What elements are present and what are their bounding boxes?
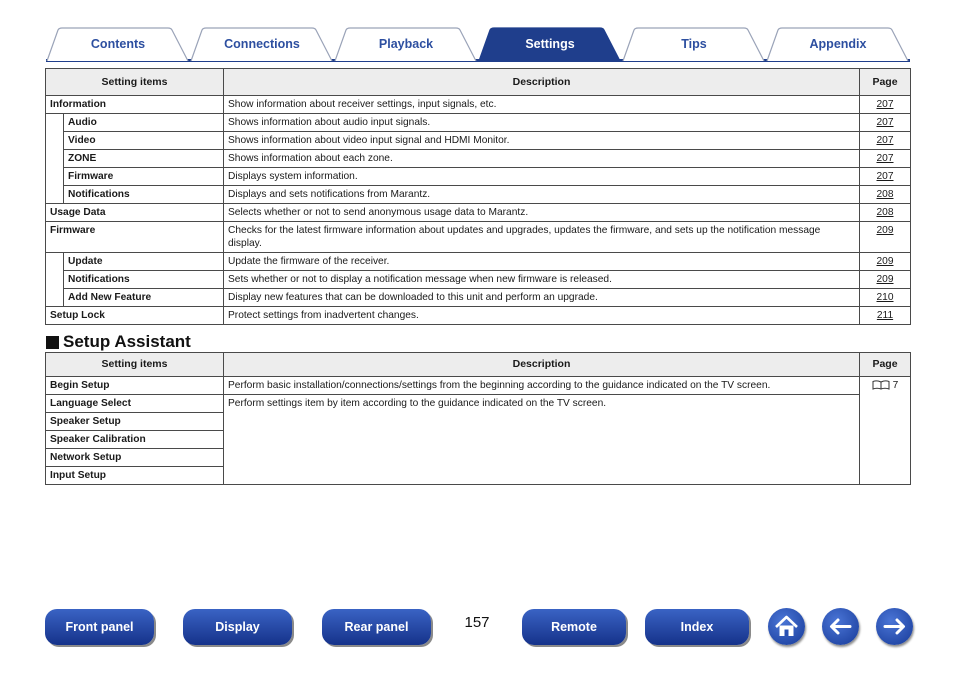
setting-description: Selects whether or not to send anonymous usage data to Marantz. — [224, 204, 860, 222]
tab-label: Playback — [378, 37, 434, 51]
tab-settings[interactable] — [478, 27, 622, 61]
page-link[interactable] — [860, 150, 911, 168]
setting-item: ZONE — [64, 150, 224, 168]
setting-item: Firmware — [64, 168, 224, 186]
setting-item: Language Select — [46, 395, 224, 413]
table-row — [46, 395, 911, 413]
forward-arrow-icon — [876, 608, 913, 645]
table-row — [46, 114, 911, 132]
setting-description: Shows information about video input signal and HDMI Monitor. — [224, 132, 860, 150]
tab-contents[interactable] — [46, 27, 190, 61]
page-link[interactable] — [860, 114, 911, 132]
table-row — [46, 204, 911, 222]
setting-description: Displays system information. — [224, 168, 860, 186]
page-link-text[interactable]: 207 — [876, 99, 894, 110]
table-row — [46, 222, 911, 253]
setting-item: Notifications — [64, 271, 224, 289]
page-link-text[interactable]: 209 — [876, 225, 894, 236]
nav-button-index[interactable]: Index — [645, 609, 749, 645]
page-link[interactable] — [860, 96, 911, 114]
tab-label: Contents — [90, 37, 146, 51]
setting-item: Usage Data — [46, 204, 224, 222]
setting-item: Setup Lock — [46, 307, 224, 325]
tab-bar — [46, 27, 910, 63]
indent-cell — [46, 271, 64, 289]
indent-cell — [46, 114, 64, 132]
page-reference[interactable] — [860, 377, 911, 485]
column-header-items: Setting items — [46, 69, 224, 96]
section-heading-setup-assistant: Setup Assistant — [46, 331, 191, 353]
page-link[interactable] — [860, 132, 911, 150]
setting-item: Information — [46, 96, 224, 114]
home-icon — [768, 608, 805, 645]
table-row — [46, 253, 911, 271]
page-ref-number[interactable]: 7 — [892, 380, 899, 391]
table-row — [46, 168, 911, 186]
forward-button[interactable] — [876, 608, 913, 645]
setting-item: Notifications — [64, 186, 224, 204]
tab-appendix[interactable] — [766, 27, 910, 61]
indent-cell — [46, 150, 64, 168]
setting-item: Begin Setup — [46, 377, 224, 395]
tab-connections[interactable] — [190, 27, 334, 61]
tab-label: Connections — [224, 37, 300, 51]
page-link[interactable] — [860, 222, 911, 253]
settings-table — [45, 68, 911, 325]
page-link[interactable] — [860, 186, 911, 204]
page-link[interactable] — [860, 204, 911, 222]
setting-item: Video — [64, 132, 224, 150]
setting-item: Audio — [64, 114, 224, 132]
table-row — [46, 150, 911, 168]
table-row — [46, 377, 911, 395]
back-button[interactable] — [822, 608, 859, 645]
page-link-text[interactable]: 208 — [876, 189, 894, 200]
setting-item: Speaker Calibration — [46, 431, 224, 449]
page-link-text[interactable]: 207 — [876, 117, 894, 128]
setting-description: Display new features that can be downloaded to this unit and perform an upgrade. — [224, 289, 860, 307]
page-number: 157 — [464, 614, 490, 631]
setting-item: Firmware — [46, 222, 224, 253]
setting-description: Sets whether or not to display a notification message when new firmware is released. — [224, 271, 860, 289]
table-row — [46, 307, 911, 325]
page-link-text[interactable]: 209 — [876, 256, 894, 267]
indent-cell — [46, 253, 64, 271]
book-icon — [872, 380, 890, 390]
page-link[interactable] — [860, 289, 911, 307]
page-link-text[interactable]: 207 — [876, 135, 894, 146]
setting-description: Checks for the latest firmware information about updates and upgrades, updates the firmware, and sets up the notification message display. — [224, 222, 860, 253]
table-row — [46, 289, 911, 307]
nav-button-remote[interactable]: Remote — [522, 609, 626, 645]
column-header-items: Setting items — [46, 353, 224, 377]
page-link[interactable] — [860, 253, 911, 271]
table-row — [46, 96, 911, 114]
tab-label: Settings — [525, 37, 575, 51]
page-link-text[interactable]: 207 — [876, 171, 894, 182]
tab-label: Tips — [681, 37, 707, 51]
indent-cell — [46, 168, 64, 186]
column-header-description: Description — [224, 69, 860, 96]
setting-description: Shows information about audio input signals. — [224, 114, 860, 132]
square-bullet-icon — [46, 336, 59, 349]
nav-button-rear-panel[interactable]: Rear panel — [322, 609, 431, 645]
setting-description: Perform basic installation/connections/settings from the beginning according to the guidance indicated on the TV screen. — [224, 377, 860, 395]
nav-button-display[interactable]: Display — [183, 609, 292, 645]
setting-description: Perform settings item by item according to the guidance indicated on the TV screen. — [224, 395, 860, 485]
page-link-text[interactable]: 211 — [876, 310, 894, 321]
page-link-text[interactable]: 207 — [876, 153, 894, 164]
setting-item: Add New Feature — [64, 289, 224, 307]
tab-playback[interactable] — [334, 27, 478, 61]
table-row — [46, 132, 911, 150]
column-header-page: Page — [860, 69, 911, 96]
page-link-text[interactable]: 209 — [876, 274, 894, 285]
setting-description: Show information about receiver settings, input signals, etc. — [224, 96, 860, 114]
setting-item: Network Setup — [46, 449, 224, 467]
tab-label: Appendix — [809, 37, 867, 51]
home-button[interactable] — [768, 608, 805, 645]
setting-item: Input Setup — [46, 467, 224, 485]
table-row — [46, 186, 911, 204]
back-arrow-icon — [822, 608, 859, 645]
setting-description: Update the firmware of the receiver. — [224, 253, 860, 271]
column-header-description: Description — [224, 353, 860, 377]
nav-button-front-panel[interactable]: Front panel — [45, 609, 154, 645]
page-link-text[interactable]: 208 — [876, 207, 894, 218]
table-row — [46, 271, 911, 289]
indent-cell — [46, 132, 64, 150]
indent-cell — [46, 186, 64, 204]
page-link[interactable] — [860, 271, 911, 289]
indent-cell — [46, 289, 64, 307]
setting-description: Shows information about each zone. — [224, 150, 860, 168]
setup-assistant-table — [45, 352, 911, 485]
setting-description: Displays and sets notifications from Marantz. — [224, 186, 860, 204]
column-header-page: Page — [860, 353, 911, 377]
page-link-text[interactable]: 210 — [876, 292, 894, 303]
setting-description: Protect settings from inadvertent changes. — [224, 307, 860, 325]
setting-item: Update — [64, 253, 224, 271]
page-link[interactable] — [860, 168, 911, 186]
tab-tips[interactable] — [622, 27, 766, 61]
setting-item: Speaker Setup — [46, 413, 224, 431]
page-link[interactable] — [860, 307, 911, 325]
